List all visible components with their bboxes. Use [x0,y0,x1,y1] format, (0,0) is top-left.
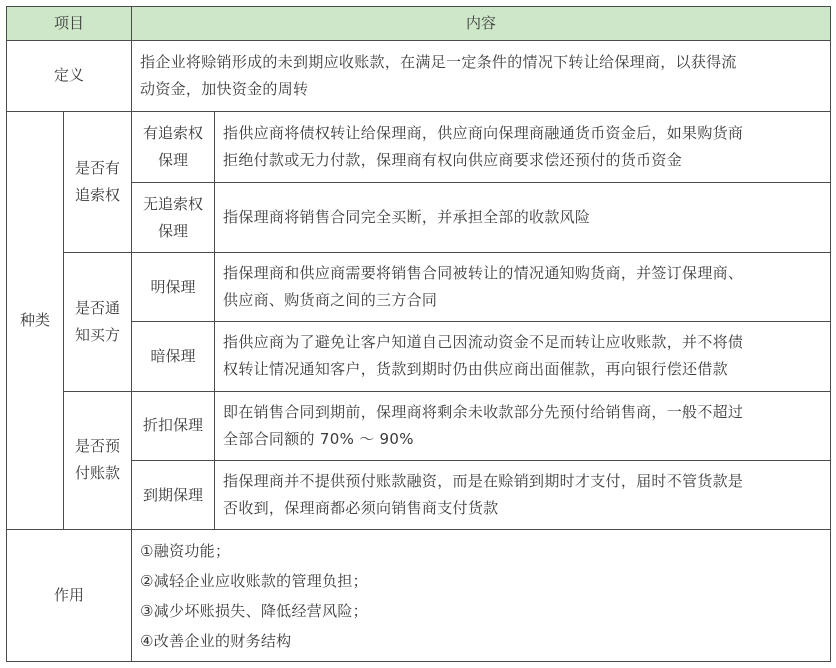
type-description-line: 指供应商将债权转让给保理商，供应商向保理商融通货币资金后，如果购货商 [223,124,744,143]
type-description [215,112,831,183]
type-row [7,112,831,183]
type-name-line: 折扣保理 [143,416,204,435]
type-description [215,391,831,460]
type-name-line: 暗保理 [150,346,196,365]
type-description [215,183,831,252]
type-group-label [64,252,132,391]
type-name [132,460,215,529]
type-name-line: 保理 [158,221,189,240]
type-row [7,391,831,460]
type-description-line: 指供应商为了避免让客户知道自己因流动资金不足而转让应收账款，并不将债 [223,333,744,352]
definition-text-line: 动资金，加快资金的周转 [140,79,309,98]
type-description-line: 拒绝付款或无力付款，保理商有权向供应商要求偿还预付的货币资金 [223,151,683,170]
type-description-line: 指保理商并不提供预付账款融资，而是在赊销到期时才支付，届时不管货款是 [223,472,744,491]
factoring-table [6,6,831,662]
function-label: 作用 [7,530,132,662]
type-description [215,322,831,391]
type-description-line: 全部合同额的 70% ～ 90% [223,429,414,448]
type-name-line: 到期保理 [143,485,204,504]
type-row [7,252,831,321]
definition-row [7,40,831,111]
type-description-line: 否收到，保理商都必须向销售商支付货款 [223,499,499,518]
type-name [132,112,215,183]
type-group-label [64,112,132,253]
type-name [132,252,215,321]
type-description [215,460,831,529]
function-list-item: ③减少坏账损失、降低经营风险； [140,601,368,620]
type-name-line: 无追索权 [143,194,204,213]
function-row [7,530,831,662]
type-name-line: 明保理 [150,277,196,296]
definition-label: 定义 [7,40,132,111]
type-group-label-line: 付账款 [75,464,121,483]
function-list-item: ④改善企业的财务结构 [140,631,292,650]
type-name [132,322,215,391]
header-content-cell: 内容 [132,7,831,41]
type-description-line: 即在销售合同到期前，保理商将剩余未收款部分先预付给销售商，一般不超过 [223,402,744,421]
type-group-label-line: 是否有 [75,158,121,177]
table-header-row [7,7,831,41]
type-group-label-line: 是否预 [75,437,121,456]
types-label: 种类 [7,112,64,530]
type-description-line: 指保理商和供应商需要将销售合同被转让的情况通知购货商，并签订保理商、 [223,264,744,283]
type-group-label-line: 知买方 [75,325,121,344]
type-name-line: 有追索权 [143,124,204,143]
type-description [215,252,831,321]
definition-content [132,40,831,111]
function-list-item: ①融资功能； [140,541,231,560]
type-description-line: 供应商、购货商之间的三方合同 [223,291,438,310]
definition-text-line: 指企业将赊销形成的未到期应收账款，在满足一定条件的情况下转让给保理商，以获得流 [140,52,737,71]
function-list [132,530,831,662]
type-group-label-line: 追索权 [75,185,121,204]
function-list-item: ②减轻企业应收账款的管理负担； [140,571,368,590]
type-name [132,391,215,460]
type-name [132,183,215,252]
type-group-label [64,391,132,530]
type-name-line: 保理 [158,151,189,170]
type-description-line: 指保理商将销售合同完全买断，并承担全部的收款风险 [223,208,591,227]
type-group-label-line: 是否通 [75,298,121,317]
header-item-cell: 项目 [7,7,132,41]
type-description-line: 权转让情况通知客户，货款到期时仍由供应商出面催款，再向银行偿还借款 [223,360,728,379]
